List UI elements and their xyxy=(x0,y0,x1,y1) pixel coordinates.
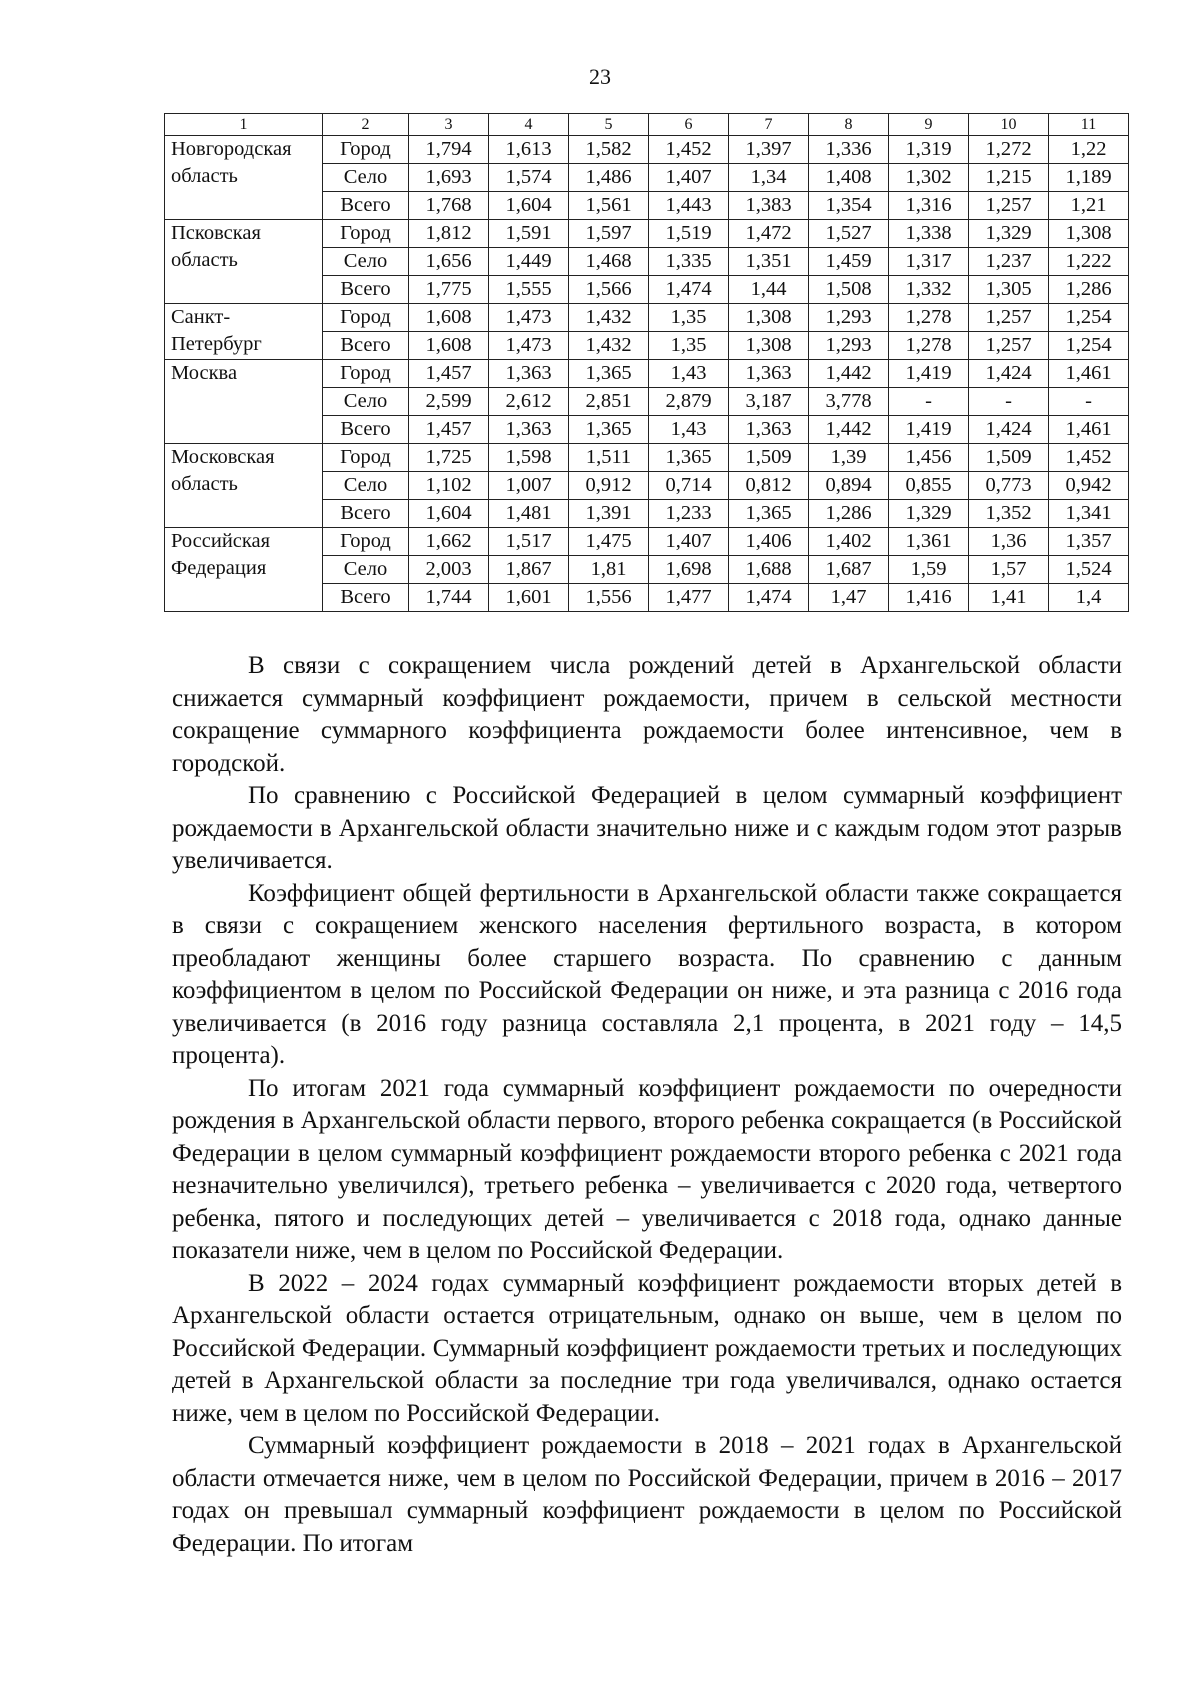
value-cell: 1,319 xyxy=(889,136,969,164)
value-cell: 1,867 xyxy=(489,556,569,584)
value-cell: 1,408 xyxy=(809,164,889,192)
value-cell: 1,597 xyxy=(569,220,649,248)
table-row xyxy=(165,220,1129,248)
value-cell: 0,894 xyxy=(809,472,889,500)
settlement-type-cell: Город xyxy=(323,360,409,388)
column-number: 7 xyxy=(729,114,809,136)
value-cell: 1,47 xyxy=(809,584,889,612)
column-number: 3 xyxy=(409,114,489,136)
value-cell: 1,215 xyxy=(969,164,1049,192)
value-cell: 2,612 xyxy=(489,388,569,416)
paragraph: Коэффициент общей фертильности в Архангельской области также сокращается в связи с сокращением женского населения фертильного возраста, в котором преобладают женщины более старшего возраста. По сравнению с данным коэффициентом в целом по Российской Федерации он ниже, и эта разница с 2016 года увеличивается (в 2016 году разница составляла 2,1 процента, в 2021 году – 14,5 процента). xyxy=(172,879,1122,1069)
value-cell: 1,432 xyxy=(569,304,649,332)
value-cell: 1,365 xyxy=(569,416,649,444)
value-cell: 1,233 xyxy=(649,500,729,528)
value-cell: 0,912 xyxy=(569,472,649,500)
value-cell: 1,527 xyxy=(809,220,889,248)
value-cell: 1,698 xyxy=(649,556,729,584)
value-cell: 1,442 xyxy=(809,416,889,444)
value-cell: 1,254 xyxy=(1049,332,1129,360)
value-cell: 1,775 xyxy=(409,276,489,304)
column-number: 11 xyxy=(1049,114,1129,136)
region-cell: Санкт-Петербург xyxy=(165,304,323,360)
value-cell: 1,443 xyxy=(649,192,729,220)
value-cell: 1,257 xyxy=(969,332,1049,360)
value-cell: 1,481 xyxy=(489,500,569,528)
value-cell: 1,4 xyxy=(1049,584,1129,612)
value-cell: 1,486 xyxy=(569,164,649,192)
value-cell: 1,508 xyxy=(809,276,889,304)
value-cell: 0,714 xyxy=(649,472,729,500)
value-cell: 1,608 xyxy=(409,304,489,332)
value-cell: 1,39 xyxy=(809,444,889,472)
value-cell: 3,778 xyxy=(809,388,889,416)
value-cell: 1,555 xyxy=(489,276,569,304)
value-cell: - xyxy=(969,388,1049,416)
paragraph: По итогам 2021 года суммарный коэффициент рождаемости по очередности рождения в Архангельской области первого, второго ребенка сокращается (в Российской Федерации в целом суммарный коэффициент рождаемости второго ребенка с 2021 года незначительно увеличился), третьего ребенка – увеличивается с 2020 года, четвертого ребенка, пятого и последующих детей – увеличивается с 2018 года, однако данные показатели ниже, чем в целом по Российской Федерации. xyxy=(172,1074,1122,1264)
value-cell: 1,406 xyxy=(729,528,809,556)
value-cell: 1,365 xyxy=(649,444,729,472)
value-cell: 0,942 xyxy=(1049,472,1129,500)
value-cell: 1,286 xyxy=(1049,276,1129,304)
column-number: 10 xyxy=(969,114,1049,136)
value-cell: 1,357 xyxy=(1049,528,1129,556)
value-cell: 1,768 xyxy=(409,192,489,220)
value-cell: 1,582 xyxy=(569,136,649,164)
value-cell: 2,599 xyxy=(409,388,489,416)
value-cell: 1,293 xyxy=(809,332,889,360)
value-cell: 1,43 xyxy=(649,416,729,444)
value-cell: 1,351 xyxy=(729,248,809,276)
value-cell: 1,449 xyxy=(489,248,569,276)
value-cell: 1,363 xyxy=(729,360,809,388)
value-cell: 1,744 xyxy=(409,584,489,612)
value-cell: 1,604 xyxy=(489,192,569,220)
settlement-type-cell: Город xyxy=(323,220,409,248)
value-cell: 1,102 xyxy=(409,472,489,500)
value-cell: 1,407 xyxy=(649,164,729,192)
settlement-type-cell: Город xyxy=(323,528,409,556)
value-cell: 2,879 xyxy=(649,388,729,416)
value-cell: 1,457 xyxy=(409,416,489,444)
value-cell: 1,812 xyxy=(409,220,489,248)
value-cell: 1,452 xyxy=(649,136,729,164)
page-number: 23 xyxy=(589,64,611,89)
value-cell: 1,424 xyxy=(969,360,1049,388)
value-cell: 1,363 xyxy=(489,416,569,444)
value-cell: 0,812 xyxy=(729,472,809,500)
value-cell: 1,305 xyxy=(969,276,1049,304)
value-cell: 1,302 xyxy=(889,164,969,192)
value-cell: 1,591 xyxy=(489,220,569,248)
value-cell: 1,354 xyxy=(809,192,889,220)
value-cell: 1,007 xyxy=(489,472,569,500)
value-cell: 1,272 xyxy=(969,136,1049,164)
settlement-type-cell: Всего xyxy=(323,192,409,220)
settlement-type-cell: Село xyxy=(323,556,409,584)
value-cell: 1,477 xyxy=(649,584,729,612)
value-cell: 1,338 xyxy=(889,220,969,248)
value-cell: 0,773 xyxy=(969,472,1049,500)
value-cell: 1,397 xyxy=(729,136,809,164)
value-cell: 1,222 xyxy=(1049,248,1129,276)
value-cell: 1,407 xyxy=(649,528,729,556)
value-cell: 1,383 xyxy=(729,192,809,220)
value-cell: 1,365 xyxy=(569,360,649,388)
value-cell: 1,457 xyxy=(409,360,489,388)
value-cell: 1,693 xyxy=(409,164,489,192)
paragraph: В связи с сокращением числа рождений детей в Архангельской области снижается суммарный коэффициент рождаемости, причем в сельской местности сокращение суммарного коэффициента рождаемости более интенсивное, чем в городской. xyxy=(172,652,1122,777)
body-text xyxy=(172,650,1122,1560)
settlement-type-cell: Всего xyxy=(323,332,409,360)
settlement-type-cell: Всего xyxy=(323,416,409,444)
settlement-type-cell: Село xyxy=(323,472,409,500)
table-row xyxy=(165,360,1129,388)
value-cell: 1,601 xyxy=(489,584,569,612)
value-cell: 1,44 xyxy=(729,276,809,304)
value-cell: 1,361 xyxy=(889,528,969,556)
value-cell: 1,402 xyxy=(809,528,889,556)
value-cell: 1,341 xyxy=(1049,500,1129,528)
column-number: 2 xyxy=(323,114,409,136)
region-cell: Москва xyxy=(165,360,323,444)
value-cell: 1,286 xyxy=(809,500,889,528)
value-cell: - xyxy=(1049,388,1129,416)
column-number: 6 xyxy=(649,114,729,136)
value-cell: 1,574 xyxy=(489,164,569,192)
paragraph: В 2022 – 2024 годах суммарный коэффициент рождаемости вторых детей в Архангельской области остается отрицательным, однако он выше, чем в целом по Российской Федерации. Суммарный коэффициент рождаемости третьих и последующих детей в Архангельской области за последние три года увеличивался, однако остается ниже, чем в целом по Российской Федерации. xyxy=(172,1269,1122,1427)
value-cell: 1,189 xyxy=(1049,164,1129,192)
column-number: 8 xyxy=(809,114,889,136)
settlement-type-cell: Село xyxy=(323,388,409,416)
value-cell: 1,332 xyxy=(889,276,969,304)
value-cell: 1,688 xyxy=(729,556,809,584)
value-cell: 1,509 xyxy=(729,444,809,472)
value-cell: 1,57 xyxy=(969,556,1049,584)
value-cell: 1,461 xyxy=(1049,416,1129,444)
value-cell: 1,794 xyxy=(409,136,489,164)
value-cell: 1,509 xyxy=(969,444,1049,472)
value-cell: 1,608 xyxy=(409,332,489,360)
value-cell: 0,855 xyxy=(889,472,969,500)
value-cell: 1,604 xyxy=(409,500,489,528)
value-cell: 1,329 xyxy=(889,500,969,528)
settlement-type-cell: Город xyxy=(323,136,409,164)
column-number: 1 xyxy=(165,114,323,136)
value-cell: 1,278 xyxy=(889,304,969,332)
value-cell: 1,566 xyxy=(569,276,649,304)
value-cell: 1,452 xyxy=(1049,444,1129,472)
value-cell: 1,41 xyxy=(969,584,1049,612)
value-cell: 1,473 xyxy=(489,304,569,332)
value-cell: 1,725 xyxy=(409,444,489,472)
value-cell: - xyxy=(889,388,969,416)
value-cell: 1,687 xyxy=(809,556,889,584)
value-cell: 1,662 xyxy=(409,528,489,556)
value-cell: 1,416 xyxy=(889,584,969,612)
value-cell: 1,511 xyxy=(569,444,649,472)
value-cell: 1,336 xyxy=(809,136,889,164)
column-number: 5 xyxy=(569,114,649,136)
value-cell: 1,237 xyxy=(969,248,1049,276)
value-cell: 1,317 xyxy=(889,248,969,276)
value-cell: 1,81 xyxy=(569,556,649,584)
value-cell: 1,461 xyxy=(1049,360,1129,388)
value-cell: 1,524 xyxy=(1049,556,1129,584)
value-cell: 1,424 xyxy=(969,416,1049,444)
value-cell: 1,257 xyxy=(969,304,1049,332)
value-cell: 1,473 xyxy=(489,332,569,360)
value-cell: 1,329 xyxy=(969,220,1049,248)
value-cell: 1,316 xyxy=(889,192,969,220)
table-header-row xyxy=(165,114,1129,136)
value-cell: 3,187 xyxy=(729,388,809,416)
region-cell: Псковская область xyxy=(165,220,323,304)
value-cell: 1,363 xyxy=(729,416,809,444)
value-cell: 1,456 xyxy=(889,444,969,472)
paragraph: Суммарный коэффициент рождаемости в 2018 – 2021 годах в Архангельской области отмечается ниже, чем в целом по Российской Федерации, причем в 2016 – 2017 годах он превышал суммарный коэффициент рождаемости в целом по Российской Федерации. По итогам xyxy=(172,1432,1122,1557)
value-cell: 1,35 xyxy=(649,304,729,332)
fertility-rate-table xyxy=(164,113,1129,612)
value-cell: 1,257 xyxy=(969,192,1049,220)
settlement-type-cell: Всего xyxy=(323,584,409,612)
value-cell: 1,419 xyxy=(889,360,969,388)
settlement-type-cell: Всего xyxy=(323,276,409,304)
column-number: 4 xyxy=(489,114,569,136)
column-number: 9 xyxy=(889,114,969,136)
value-cell: 1,442 xyxy=(809,360,889,388)
value-cell: 1,475 xyxy=(569,528,649,556)
region-cell: Московская область xyxy=(165,444,323,528)
value-cell: 1,656 xyxy=(409,248,489,276)
value-cell: 1,474 xyxy=(729,584,809,612)
value-cell: 1,517 xyxy=(489,528,569,556)
value-cell: 1,561 xyxy=(569,192,649,220)
value-cell: 1,22 xyxy=(1049,136,1129,164)
value-cell: 1,34 xyxy=(729,164,809,192)
value-cell: 1,459 xyxy=(809,248,889,276)
value-cell: 1,35 xyxy=(649,332,729,360)
value-cell: 1,363 xyxy=(489,360,569,388)
value-cell: 1,391 xyxy=(569,500,649,528)
settlement-type-cell: Село xyxy=(323,248,409,276)
table-row xyxy=(165,304,1129,332)
value-cell: 1,21 xyxy=(1049,192,1129,220)
value-cell: 1,308 xyxy=(729,332,809,360)
value-cell: 2,851 xyxy=(569,388,649,416)
value-cell: 1,419 xyxy=(889,416,969,444)
value-cell: 1,293 xyxy=(809,304,889,332)
value-cell: 1,432 xyxy=(569,332,649,360)
value-cell: 1,598 xyxy=(489,444,569,472)
settlement-type-cell: Город xyxy=(323,444,409,472)
table-row xyxy=(165,444,1129,472)
value-cell: 1,335 xyxy=(649,248,729,276)
region-cell: Российская Федерация xyxy=(165,528,323,612)
value-cell: 1,59 xyxy=(889,556,969,584)
value-cell: 1,472 xyxy=(729,220,809,248)
value-cell: 1,254 xyxy=(1049,304,1129,332)
settlement-type-cell: Село xyxy=(323,164,409,192)
value-cell: 1,474 xyxy=(649,276,729,304)
value-cell: 1,468 xyxy=(569,248,649,276)
value-cell: 1,308 xyxy=(1049,220,1129,248)
value-cell: 2,003 xyxy=(409,556,489,584)
value-cell: 1,43 xyxy=(649,360,729,388)
settlement-type-cell: Всего xyxy=(323,500,409,528)
value-cell: 1,308 xyxy=(729,304,809,332)
value-cell: 1,556 xyxy=(569,584,649,612)
region-cell: Новгородская область xyxy=(165,136,323,220)
table-row xyxy=(165,136,1129,164)
value-cell: 1,36 xyxy=(969,528,1049,556)
value-cell: 1,613 xyxy=(489,136,569,164)
table-row xyxy=(165,528,1129,556)
value-cell: 1,365 xyxy=(729,500,809,528)
paragraph: По сравнению с Российской Федерацией в целом суммарный коэффициент рождаемости в Архангельской области значительно ниже и с каждым годом этот разрыв увеличивается. xyxy=(172,782,1122,874)
value-cell: 1,519 xyxy=(649,220,729,248)
value-cell: 1,278 xyxy=(889,332,969,360)
value-cell: 1,352 xyxy=(969,500,1049,528)
settlement-type-cell: Город xyxy=(323,304,409,332)
